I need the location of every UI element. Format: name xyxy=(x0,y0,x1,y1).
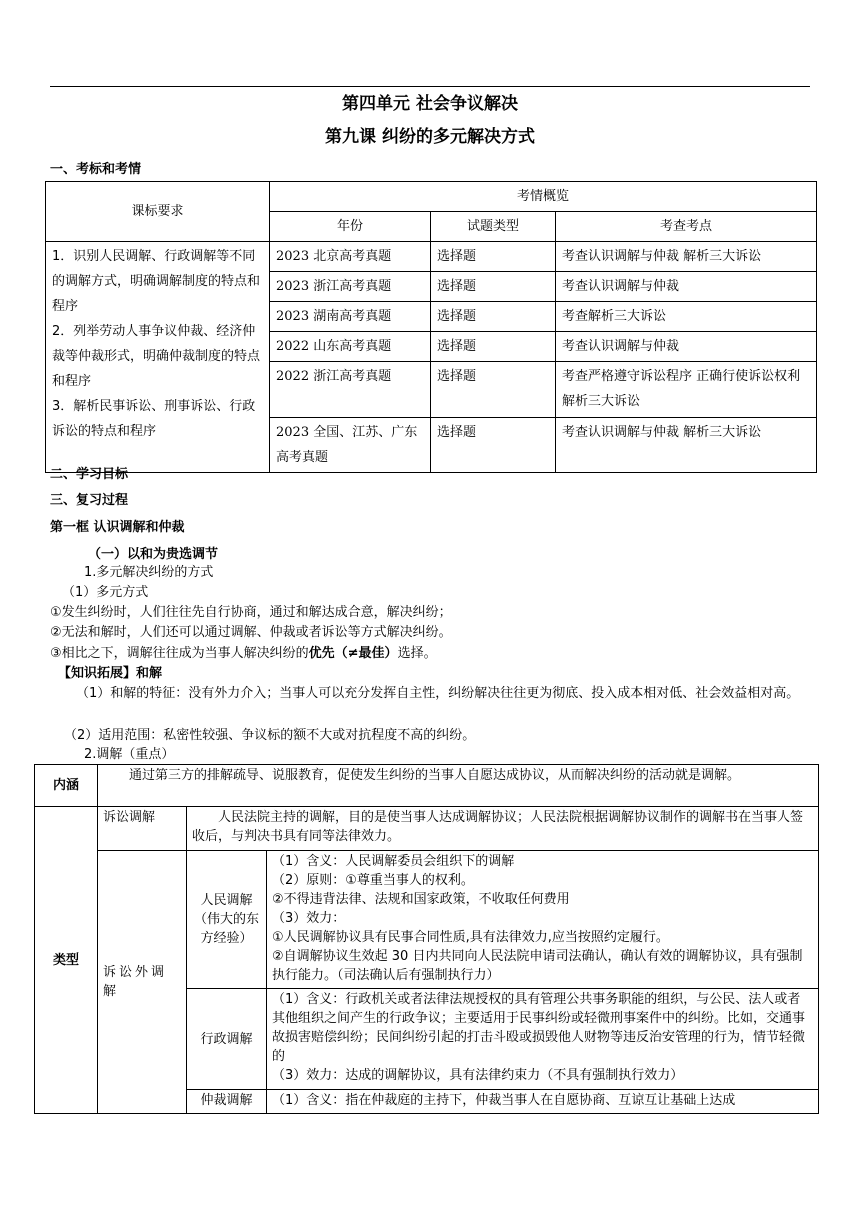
sub-heading: （一）以和为贵选调节 xyxy=(88,547,219,562)
requirement-1: 1．识别人民调解、行政调解等不同的调解方式，明确调解制度的特点和程序 xyxy=(52,249,261,314)
people-mediation-label: 人民调解（伟大的东方经验） xyxy=(187,851,267,989)
row-type: 选择题 xyxy=(431,272,556,302)
people-mediation-text xyxy=(267,851,819,989)
row-points: 考查认识调解与仲裁 解析三大诉讼 xyxy=(556,418,817,473)
row-type: 选择题 xyxy=(431,302,556,332)
people-line: （1）含义：人民调解委员会组织下的调解 xyxy=(272,854,515,869)
people-line: ①人民调解协议具有民事合同性质,具有法律效力,应当按照约定履行。 xyxy=(272,930,669,945)
row-type: 选择题 xyxy=(431,242,556,272)
section-heading-3: 三、复习过程 xyxy=(50,493,129,508)
arbitration-mediation-text: （1）含义：指在仲裁庭的主持下，仲裁当事人在自愿协商、互谅互让基础上达成 xyxy=(267,1090,819,1114)
header-overview: 考情概览 xyxy=(270,182,817,212)
item-heading-1: 1.多元解决纠纷的方式 xyxy=(84,565,214,580)
litigation-text: 人民法院主持的调解，目的是使当事人达成调解协议；人民法院根据调解协议制作的调解书在当事人签收后，与判决书具有同等法律效力。 xyxy=(187,807,819,851)
content-line-3-emphasis: 优先（≠最佳） xyxy=(308,646,398,661)
section-heading-1: 一、考标和考情 xyxy=(50,162,142,177)
admin-mediation-label: 行政调解 xyxy=(187,989,267,1090)
neihan-label: 内涵 xyxy=(35,765,98,807)
admin-line: （3）效力：达成的调解协议，具有法律约束力（不具有强制执行效力） xyxy=(272,1068,684,1083)
header-exam-points: 考查考点 xyxy=(556,212,817,242)
row-points: 考查解析三大诉讼 xyxy=(556,302,817,332)
row-type: 选择题 xyxy=(431,362,556,418)
row-year: 2023 全国、江苏、广东高考真题 xyxy=(270,418,431,473)
people-line: ②自调解协议生效起 30 日内共同向人民法院申请司法确认，确认有效的调解协议，具有强制执行能力。（司法确认后有强制执行力） xyxy=(272,949,803,983)
row-type: 选择题 xyxy=(431,332,556,362)
item-heading-2: 2.调解（重点） xyxy=(84,747,175,762)
header-year: 年份 xyxy=(270,212,431,242)
people-line: （2）原则：①尊重当事人的权利。 xyxy=(272,873,474,888)
item-subheading: （1）多元方式 xyxy=(62,585,149,600)
requirement-2: 2．列举劳动人事争议仲裁、经济仲裁等仲裁形式，明确仲裁制度的特点和程序 xyxy=(52,324,261,389)
row-year: 2022 浙江高考真题 xyxy=(270,362,431,418)
row-year: 2023 北京高考真题 xyxy=(270,242,431,272)
exam-overview-table xyxy=(45,181,817,473)
header-question-type: 试题类型 xyxy=(431,212,556,242)
section-heading-2: 二、学习目标 xyxy=(50,467,129,482)
row-points: 考查严格遵守诉讼程序 正确行使诉讼权利 解析三大诉讼 xyxy=(556,362,817,418)
row-year: 2023 湖南高考真题 xyxy=(270,302,431,332)
row-points: 考查认识调解与仲裁 xyxy=(556,272,817,302)
people-line: （3）效力： xyxy=(272,911,346,926)
requirements-cell xyxy=(46,242,270,473)
content-line-3 xyxy=(50,644,820,664)
row-points: 考查认识调解与仲裁 xyxy=(556,332,817,362)
extension-heading: 【知识拓展】和解 xyxy=(58,666,163,681)
non-litigation-label: 诉讼外调解 xyxy=(98,851,187,1114)
lesson-title: 第九课 纠纷的多元解决方式 xyxy=(325,127,535,147)
row-points: 考查认识调解与仲裁 解析三大诉讼 xyxy=(556,242,817,272)
content-line-2: ②无法和解时，人们还可以通过调解、仲裁或者诉讼等方式解决纠纷。 xyxy=(50,625,452,640)
content-line-3-pre: ③相比之下，调解往往成为当事人解决纠纷的 xyxy=(50,646,309,661)
row-year: 2023 浙江高考真题 xyxy=(270,272,431,302)
type-label: 类型 xyxy=(35,807,98,1114)
requirement-3: 3．解析民事诉讼、刑事诉讼、行政诉讼的特点和程序 xyxy=(52,399,256,439)
neihan-text: 通过第三方的排解疏导、说服教育，促使发生纠纷的当事人自愿达成协议，从而解决纠纷的活动就是调解。 xyxy=(98,765,819,807)
row-type: 选择题 xyxy=(431,418,556,473)
litigation-label: 诉讼调解 xyxy=(98,807,187,851)
admin-line: （1）含义：行政机关或者法律法规授权的具有管理公共事务职能的组织，与公民、法人或者其他组织之间产生的行政争议；主要适用于民事纠纷或轻微刑事案件中的纠纷。比如，交通事故损害赔偿纠纷；民间纠纷引起的打击斗殴或损毁他人财物等违反治安管理的行为，情节轻微的 xyxy=(272,992,806,1064)
admin-mediation-text xyxy=(267,989,819,1090)
people-line: ②不得违背法律、法规和国家政策，不收取任何费用 xyxy=(272,892,570,907)
arbitration-mediation-label: 仲裁调解 xyxy=(187,1090,267,1114)
extension-line-2: （2）适用范围：私密性较强、争议标的额不大或对抗程度不高的纠纷。 xyxy=(64,728,476,743)
content-line-3-post: 选择。 xyxy=(397,646,437,661)
header-rule xyxy=(50,86,810,87)
frame-heading: 第一框 认识调解和仲裁 xyxy=(50,520,185,535)
content-line-1: ①发生纠纷时，人们往往先自行协商，通过和解达成合意，解决纠纷； xyxy=(50,605,452,620)
unit-title: 第四单元 社会争议解决 xyxy=(342,94,518,114)
extension-line-1: （1）和解的特征：没有外力介入；当事人可以充分发挥自主性，纠纷解决往往更为彻底、投入成本相对低、社会效益相对高。 xyxy=(76,686,800,701)
header-requirements: 课标要求 xyxy=(46,182,270,242)
mediation-table xyxy=(34,764,819,1114)
row-year: 2022 山东高考真题 xyxy=(270,332,431,362)
